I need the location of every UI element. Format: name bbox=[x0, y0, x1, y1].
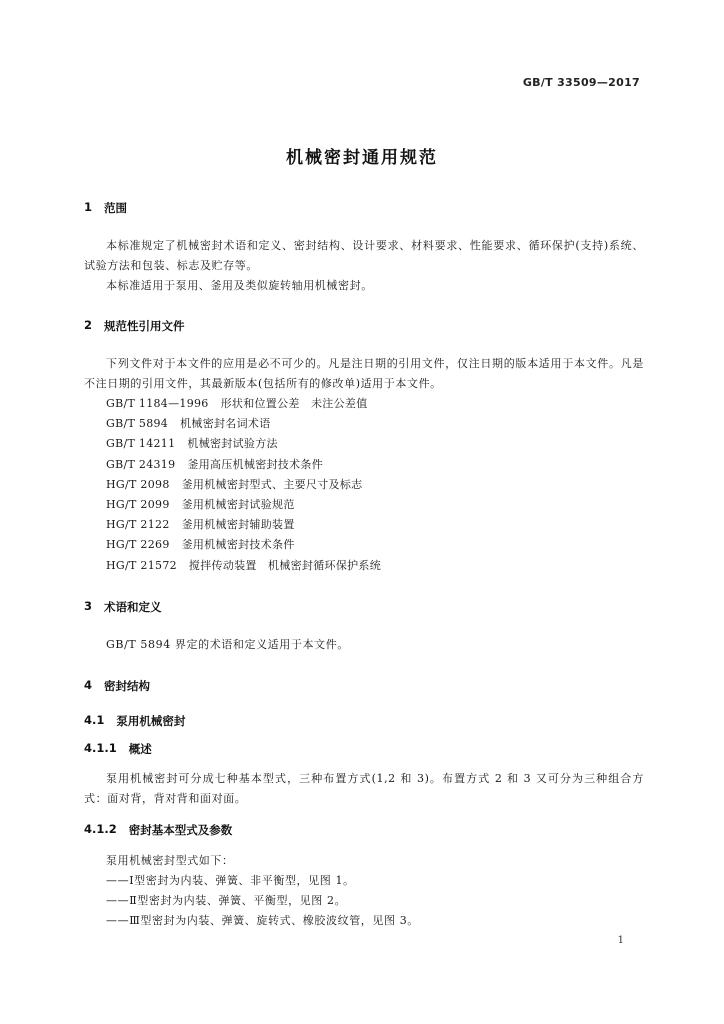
reference-item bbox=[84, 495, 644, 515]
reference-code: HG/T 2122 bbox=[106, 518, 170, 532]
section-4-heading bbox=[84, 678, 150, 694]
section-title: 术语和定义 bbox=[104, 600, 162, 614]
normative-paragraph: 下列文件对于本文件的应用是必不可少的。凡是注日期的引用文件，仅注日期的版本适用于本文件。凡是不注日期的引用文件，其最新版本(包括所有的修改单)适用于本文件。 bbox=[84, 357, 644, 390]
reference-item bbox=[84, 475, 644, 495]
overview-paragraph: 泵用机械密封可分成七种基本型式，三种布置方式(1,2 和 3)。布置方式 2 和 3 又可分为三种组合方式：面对背，背对背和面对面。 bbox=[84, 772, 644, 805]
section-number: 4.1 bbox=[84, 713, 105, 727]
subsection-4-1-1-body bbox=[84, 769, 644, 809]
subsection-4-1-heading bbox=[84, 713, 185, 729]
section-title: 密封结构 bbox=[104, 679, 151, 693]
section-number: 4 bbox=[84, 678, 93, 692]
page-number: 1 bbox=[617, 935, 624, 946]
reference-code: GB/T 5894 bbox=[106, 417, 169, 431]
subsection-4-1-2-body bbox=[84, 851, 644, 931]
seal-types-intro: 泵用机械密封型式如下： bbox=[106, 854, 234, 867]
reference-item bbox=[84, 535, 644, 555]
section-1-body bbox=[84, 236, 644, 296]
section-number: 3 bbox=[84, 599, 93, 613]
reference-item bbox=[84, 455, 644, 475]
scope-paragraph-2: 本标准适用于泵用、釜用及类似旋转轴用机械密封。 bbox=[106, 279, 373, 292]
section-1-heading bbox=[84, 200, 127, 216]
reference-item bbox=[84, 434, 644, 454]
section-number: 1 bbox=[84, 200, 93, 214]
reference-code: GB/T 14211 bbox=[106, 437, 176, 451]
seal-type-item: ——Ⅱ型密封为内装、弹簧、平衡型，见图 2。 bbox=[106, 894, 347, 907]
reference-code: HG/T 2098 bbox=[106, 477, 170, 491]
reference-item bbox=[84, 414, 644, 434]
section-3-body bbox=[84, 635, 644, 655]
reference-code: HG/T 21572 bbox=[106, 558, 177, 572]
scope-paragraph-1: 本标准规定了机械密封术语和定义、密封结构、设计要求、材料要求、性能要求、循环保护(支持)系统、试验方法和包装、标志及贮存等。 bbox=[84, 239, 644, 272]
reference-code: HG/T 2269 bbox=[106, 538, 170, 552]
seal-type-item: ——Ⅲ型密封为内装、弹簧、旋转式、橡胶波纹管，见图 3。 bbox=[106, 914, 419, 927]
reference-item bbox=[84, 515, 644, 535]
reference-title: 釜用机械密封辅助装置 bbox=[181, 518, 295, 532]
reference-code: HG/T 2099 bbox=[106, 498, 170, 512]
section-title: 泵用机械密封 bbox=[116, 714, 186, 728]
subsection-4-1-1-heading bbox=[84, 741, 152, 757]
subsection-4-1-2-heading bbox=[84, 822, 232, 838]
section-title: 概述 bbox=[128, 742, 152, 756]
section-title: 规范性引用文件 bbox=[104, 319, 185, 333]
reference-code: GB/T 1184—1996 bbox=[106, 397, 209, 410]
section-3-heading bbox=[84, 599, 162, 615]
section-2-heading bbox=[84, 318, 185, 334]
standard-code: GB/T 33509—2017 bbox=[522, 76, 640, 89]
reference-title: 釜用机械密封技术条件 bbox=[181, 538, 295, 552]
section-2-body bbox=[84, 354, 644, 576]
document-title: 机械密封通用规范 bbox=[286, 148, 438, 168]
seal-type-item: ——Ⅰ型密封为内装、弹簧、非平衡型，见图 1。 bbox=[106, 874, 355, 887]
reference-title: 釜用机械密封试验规范 bbox=[181, 498, 295, 512]
reference-title: 搅拌传动装置 机械密封循环保护系统 bbox=[188, 558, 382, 572]
reference-title: 形状和位置公差 未注公差值 bbox=[220, 397, 368, 410]
reference-item bbox=[84, 394, 644, 414]
reference-title: 机械密封名词术语 bbox=[180, 417, 271, 431]
section-title: 范围 bbox=[104, 201, 128, 215]
reference-title: 机械密封试验方法 bbox=[187, 437, 278, 451]
reference-code: GB/T 24319 bbox=[106, 457, 176, 471]
section-title: 密封基本型式及参数 bbox=[128, 823, 233, 837]
reference-title: 釜用高压机械密封技术条件 bbox=[187, 457, 324, 471]
section-number: 4.1.2 bbox=[84, 822, 117, 836]
section-number: 4.1.1 bbox=[84, 741, 117, 755]
reference-list bbox=[84, 394, 644, 576]
reference-title: 釜用机械密封型式、主要尺寸及标志 bbox=[181, 477, 363, 491]
section-number: 2 bbox=[84, 318, 93, 332]
terms-paragraph: GB/T 5894 界定的术语和定义适用于本文件。 bbox=[106, 638, 349, 651]
reference-item bbox=[84, 556, 644, 576]
